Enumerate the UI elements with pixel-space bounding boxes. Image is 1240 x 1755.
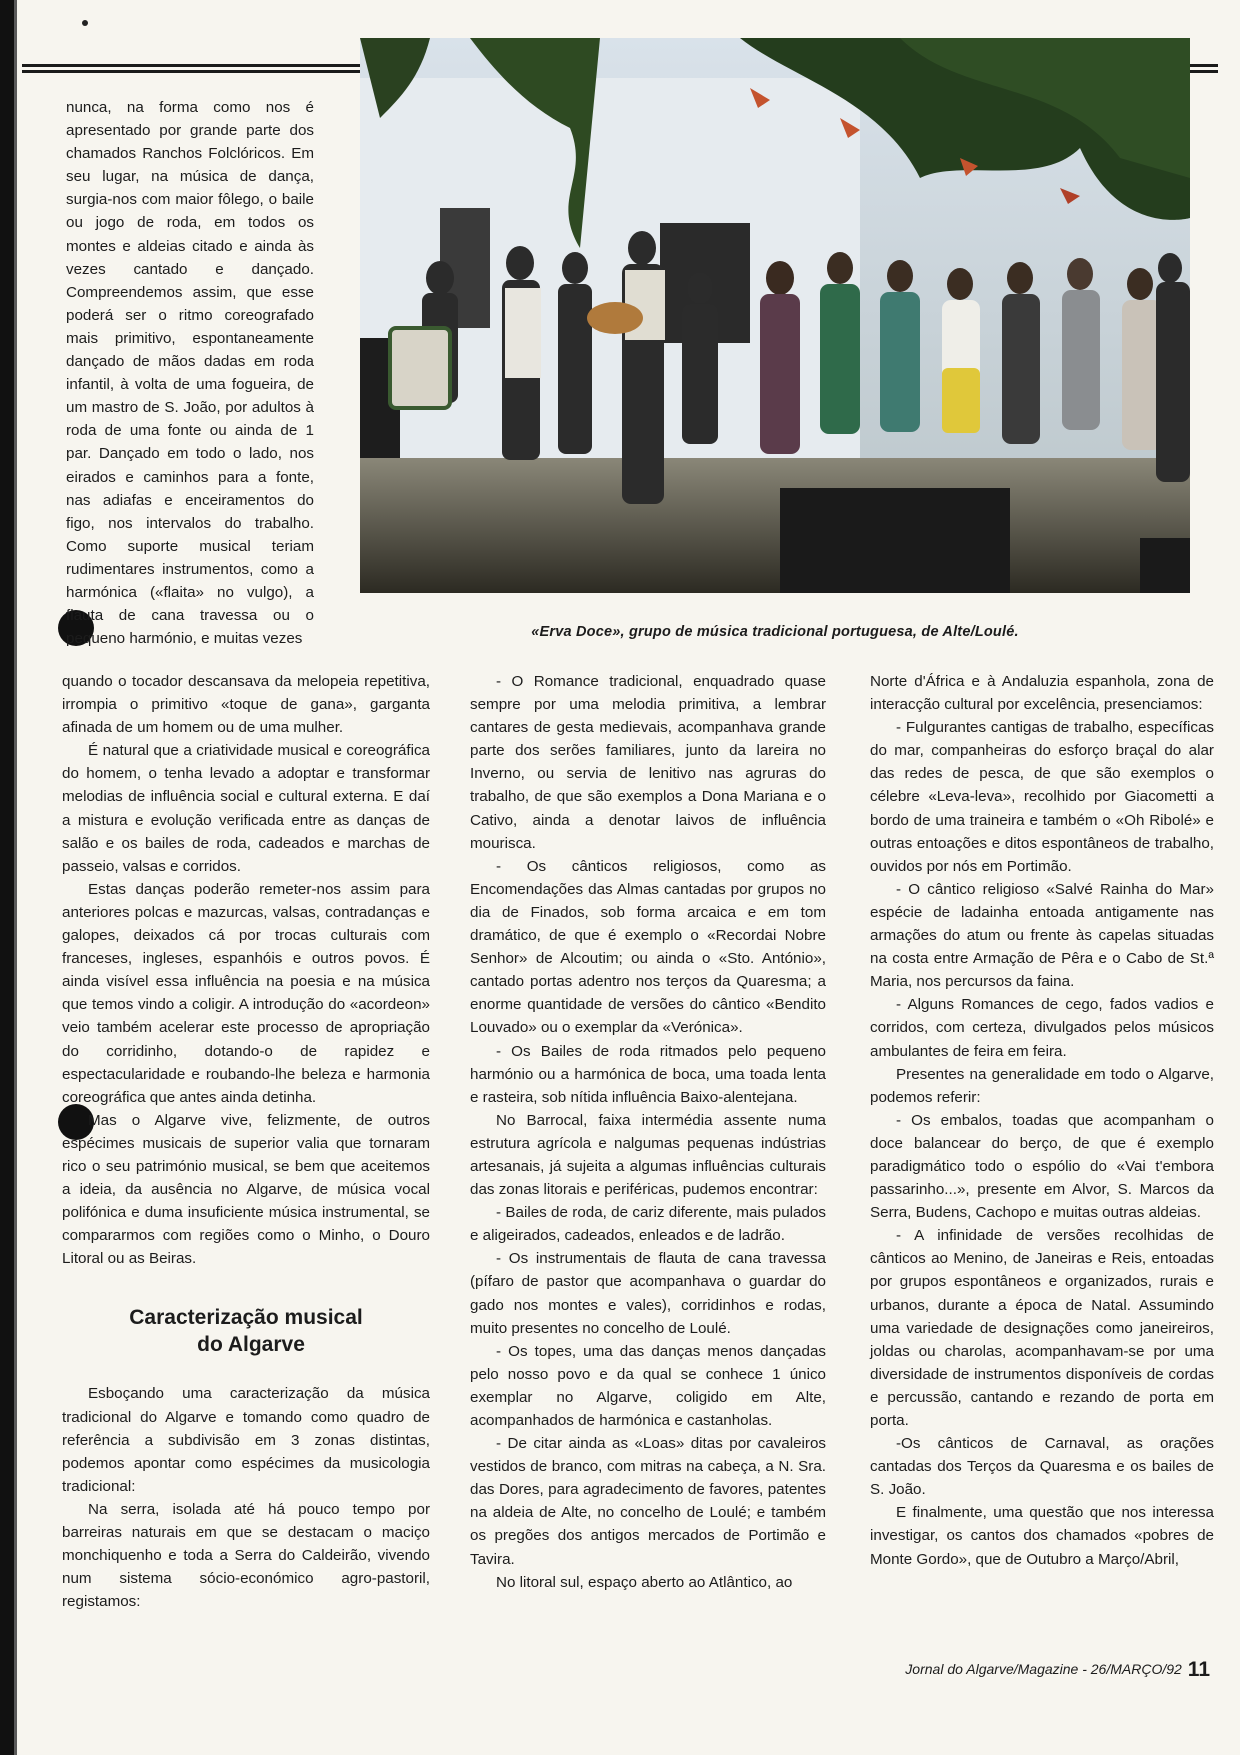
col-b-paragraph: Mas o Algarve vive, felizmente, de outros espécimes musicais de superior valia que tornaram rico o seu património musical, se bem que aceitemos a ideia, da ausência no Algarve, de música vocal polifónica e duma insuficiente música instrumental, se compararmos com regiões como o Minho, o Douro Litoral ou as Beiras.: [62, 1111, 430, 1268]
page-footer: [905, 1658, 1210, 1682]
col-d-paragraph: Presentes na generalidade em todo o Algarve, podemos referir:: [870, 1065, 1214, 1106]
col-d-paragraph: E finalmente, uma questão que nos interessa investigar, os cantos dos chamados «pobres de Monte Gordo», que de Outubro a Março/Abril,: [870, 1504, 1214, 1568]
col-c-paragraph: - Bailes de roda, de cariz diferente, mais pulados e aligeirados, cadeados, enleados e de ladrão.: [470, 1204, 826, 1245]
col-d-paragraph: Norte d'África e à Andaluzia espanhola, zona de interacção cultural por excelência, presenciamos:: [870, 673, 1214, 714]
col-b-paragraph: Na serra, isolada até há pouco tempo por barreiras naturais em que se destacam o maciço monchiquenho e toda a Serra do Caldeirão, vivendo num sistema sócio-económico agro-pastoril, registamos:: [62, 1500, 430, 1611]
group-photo-illustration: [360, 38, 1190, 593]
group-photo: [360, 38, 1190, 593]
col-d-paragraph: - Alguns Romances de cego, fados vadios e corridos, com certeza, divulgados pelos músicos ambulantes de feira em feira.: [870, 996, 1214, 1060]
col-c-paragraph: - O Romance tradicional, enquadrado quase sempre por uma melodia primitiva, a lembrar cantares de gesta medievais, acompanhava grande parte dos serões familiares, junto da lareira no Inverno, ou servia de lenitivo nas agruras do trabalho, de que são exemplos a Dona Mariana e o Cativo, ainda a denotar laivos de influência mourisca.: [470, 673, 826, 852]
page-left-edge: [0, 0, 14, 1755]
col-c-paragraph: No Barrocal, faixa intermédia assente numa estrutura agrícola e nalgumas pequenas indústrias artesanais, já sujeita a algumas influências culturais das zonas litorais e periféricas, pudemos encontrar:: [470, 1111, 826, 1199]
header-rule-bottom: [22, 70, 362, 73]
col-c-paragraph: - Os instrumentais de flauta de cana travessa (pífaro de pastor que acompanhava o guardar do gado nos montes e vales), corridinhos e rodas, muito presentes no concelho de Loulé.: [470, 1250, 826, 1337]
col-c-paragraph: - De citar ainda as «Loas» ditas por cavaleiros vestidos de branco, com mitras na cabeça, a N. Sra. das Dores, para agradecimento de favores, patentes na aldeia de Alte, no concelho de Loulé; e também os pregões dos antigos mercados de Portimão e Tavira.: [470, 1435, 826, 1568]
header-rule-right-top: [1190, 64, 1218, 67]
column-a: [66, 96, 314, 650]
col-c-paragraph: - Os topes, uma das danças menos dançadas pelo nosso povo e da qual se conhece 1 único exemplar no Algarve, coligido em Alte, acompanhados de harmónica e castanholas.: [470, 1342, 826, 1429]
publication-info: Jornal do Algarve/Magazine - 26/MARÇO/92: [905, 1661, 1182, 1677]
photo-caption: «Erva Doce», grupo de música tradicional portuguesa, de Alte/Loulé.: [531, 624, 1019, 640]
section-heading-line1: Caracterização musical: [129, 1306, 363, 1330]
section-heading-line2: do Algarve: [197, 1333, 305, 1357]
col-b-paragraph: É natural que a criatividade musical e coreográfica do homem, o tenha levado a adoptar e transformar melodias de influência social e cultural externa. E daí a mistura e evolução verificada entre as danças de salão e os bailes de roda, cadeados e marchas de passeio, valsas e corridos.: [62, 742, 430, 875]
page-number: 11: [1187, 1658, 1210, 1681]
ink-dot: [82, 20, 88, 26]
col-d-paragraph: - Os embalos, toadas que acompanham o doce balancear do berço, de que é exemplo paradigmático todo o espólio do «Vai t'embora passarinho...», presente em Alvor, S. Marcos da Serra, Budens, Cachopo e muitas outras aldeias.: [870, 1111, 1214, 1222]
header-rule-top: [22, 64, 362, 67]
section-heading: [62, 1304, 430, 1358]
col-d-paragraph: -Os cânticos de Carnaval, as orações cantadas dos Terços da Quaresma e os bailes de S. João.: [870, 1435, 1214, 1499]
header-rule-right-bottom: [1190, 70, 1218, 73]
column-b: [62, 670, 430, 1613]
col-a-paragraph: nunca, na forma como nos é apresentado por grande parte dos chamados Ranchos Folclóricos. Em seu lugar, na música de dança, surgia-nos com maior fôlego, o baile ou jogo de roda, em todos os montes e aldeias citado e ainda às vezes cantado e dançado. Compreendemos assim, que esse poderá ser o ritmo coreografado mais primitivo, espontaneamente dançado de mãos dadas em roda infantil, à volta de uma fogueira, de um mastro de S. João, por adultos à roda de uma fonte ou ainda de 1 par. Dançado em todo o lado, nos eirados e caminhos para a fonte, nas adiafas e enceiramentos do figo, nos intervalos do trabalho. Como suporte musical teriam rudimentares instrumentos, como a harmónica («flaita» no vulgo), a flauta de cana travessa ou o pequeno harmónio, e muitas vezes: [66, 99, 314, 648]
col-b-paragraph: Esboçando uma caracterização da música tradicional do Algarve e tomando como quadro de referência a subdivisão em 3 zonas distintas, podemos apontar como espécimes da musicologia tradicional:: [62, 1385, 430, 1495]
page-left-shadow: [14, 0, 17, 1755]
col-d-paragraph: - O cântico religioso «Salvé Rainha do Mar» espécie de ladainha entoada antigamente nas armações do atum ou frente às capelas situadas na costa entre Armação de Pêra e o Cabo de St.ª Maria, nos percursos da faina.: [870, 880, 1214, 991]
col-c-paragraph: - Os Bailes de roda ritmados pelo pequeno harmónio ou a harmónica de boca, uma toada lenta e rasteira, sob nítida influência Baixo-alentejana.: [470, 1042, 826, 1106]
col-d-paragraph: - Fulgurantes cantigas de trabalho, específicas do mar, companheiras do esforço braçal do alar das redes de pesca, de que são exemplos o célebre «Leva-leva», recolhido por Giacometti a bordo de uma traineira e também o «Oh Ribolé» e outras entoações e ditos espontâneos de trabalho, ouvidos por nós em Portimão.: [870, 719, 1214, 875]
column-c: [470, 670, 826, 1594]
col-c-paragraph: - Os cânticos religiosos, como as Encomendações das Almas cantadas por grupos no dia de Finados, sob forma arcaica e em tom dramático, de que é exemplo o «Recordai Nobre Senhor» de Alcoutim; ou ainda o «Sto. António», cantado portas adentro nos terços da Quaresma; a enorme quantidade de versões do cântico «Bendito Louvado» ou o exemplar da «Verónica».: [470, 857, 826, 1037]
column-d: [870, 670, 1214, 1571]
col-b-paragraph: quando o tocador descansava da melopeia repetitiva, irrompia o primitivo «toque de gana», garganta afinada de um homem ou de uma mulher.: [62, 673, 430, 737]
col-b-paragraph: Estas danças poderão remeter-nos assim para anteriores polcas e mazurcas, valsas, contradanças e galopes, deixados cá por trocas culturais com franceses, ingleses, espanhóis e outros povos. É ainda visível essa influência na poesia e na música que temos vindo a coligir. A introdução do «acordeon» veio também acelerar este processo de apropriação do corridinho, dotando-o de rapidez e espectacularidade e roubando-lhe beleza e harmonia coreográfica que antes ainda detinha.: [62, 880, 430, 1106]
col-c-paragraph: No litoral sul, espaço aberto ao Atlântico, ao: [496, 1573, 793, 1591]
col-d-paragraph: - A infinidade de versões recolhidas de cânticos ao Menino, de Janeiras e Reis, entoadas por grupos espontâneos e organizados, rurais e urbanos, durante a época de Natal. Assumindo uma variedade de designações como janeireiros, joldas ou charolas, acompanhavam-se por uma diversidade de instrumentos disponíveis de cordas e percussão, cantando e rezando de porta em porta.: [870, 1227, 1214, 1429]
